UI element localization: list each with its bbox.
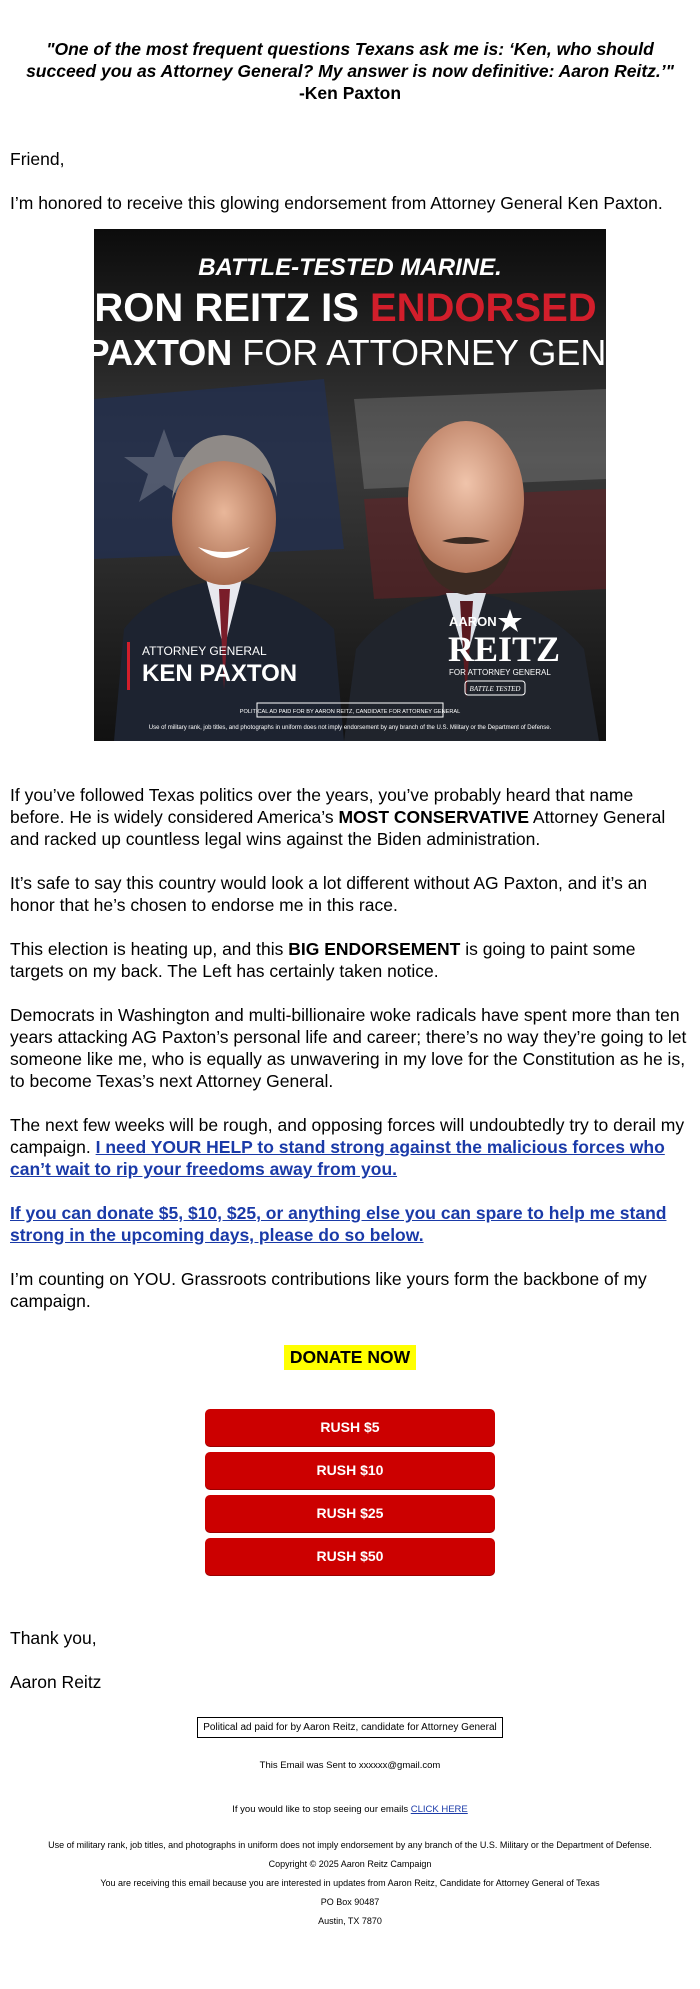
footer-city: Austin, TX 7870	[318, 1916, 382, 1926]
donate-link[interactable]: If you can donate $5, $10, $25, or anything else you can spare to help me stand strong in the upcoming days, please do so below.	[10, 1203, 667, 1245]
footer-disclaimer: Use of military rank, job titles, and photographs in uniform does not imply endorsement by any branch of the U.S. Military or the Department of Defense.	[48, 1840, 652, 1850]
donate-buttons	[0, 1409, 700, 1575]
signature: Aaron Reitz	[10, 1672, 102, 1692]
paragraph-4: Democrats in Washington and multi-billionaire woke radicals have spent more than ten years attacking AG Paxton’s personal life and career; there’s no way they’re going to let someone like me, who is equally as unwavering in my love for the Constitution as he is, to become Texas’s next Attorney General.	[10, 1005, 687, 1091]
quote-attribution: -Ken Paxton	[298, 83, 402, 103]
svg-text:AARON: AARON	[449, 614, 497, 629]
hero-kicker: BATTLE-TESTED MARINE.	[198, 254, 502, 281]
paragraph-6	[0, 1202, 700, 1246]
sign-off: Thank you,	[10, 1628, 97, 1648]
svg-text:FOR ATTORNEY GENERAL: FOR ATTORNEY GENERAL	[449, 668, 551, 677]
footer-reason: You are receiving this email because you are interested in updates from Aaron Reitz, Candidate for Attorney General of Texas	[100, 1878, 600, 1888]
paragraph-3: This election is heating up, and this BIG ENDORSEMENT is going to paint some targets on my back. The Left has certainly taken notice.	[10, 939, 636, 981]
footer-unsubscribe: If you would like to stop seeing our emails CLICK HERE	[232, 1804, 468, 1815]
footer-paid-for: Political ad paid for by Aaron Reitz, candidate for Attorney General	[197, 1717, 503, 1738]
footer-po-box: PO Box 90487	[320, 1897, 380, 1907]
svg-text:BATTLE TESTED: BATTLE TESTED	[469, 685, 521, 693]
intro-paragraph: I’m honored to receive this glowing endorsement from Attorney General Ken Paxton.	[10, 193, 663, 213]
footer-copyright: Copyright © 2025 Aaron Reitz Campaign	[268, 1859, 432, 1869]
donate-heading-wrap	[0, 1345, 700, 1370]
svg-text:REITZ: REITZ	[448, 629, 561, 669]
rush-5-button[interactable]: RUSH $5	[205, 1409, 495, 1446]
quote-text: "One of the most frequent questions Texans ask me is: ‘Ken, who should succeed you as Attorney General? My answer is now definitive: Aaron Reitz.’"	[26, 39, 674, 81]
rush-25-button[interactable]: RUSH $25	[205, 1495, 495, 1532]
footer-legal	[0, 1839, 700, 1927]
hero-subheadline: KEN PAXTON FOR ATTORNEY GENERAL	[0, 332, 700, 373]
donate-now-label[interactable]: DONATE NOW	[284, 1345, 416, 1370]
paragraph-1: If you’ve followed Texas politics over the years, you’ve probably heard that name before. He is widely considered America’s MOST CONSERVATIVE Attorney General and racked up countless legal wins against the Biden administration.	[10, 785, 666, 849]
hero-headline: AARON REITZ IS ENDORSED BY	[36, 286, 664, 330]
endorsement-graphic	[0, 229, 700, 741]
hero-left-name: KEN PAXTON	[142, 660, 298, 687]
greeting: Friend,	[10, 149, 65, 169]
help-link[interactable]: I need YOUR HELP to stand strong against the malicious forces who can’t wait to rip your freedoms away from you.	[10, 1137, 665, 1179]
paragraph-2: It’s safe to say this country would look a lot different without AG Paxton, and it’s an honor that he’s chosen to endorse me in this race.	[10, 873, 648, 915]
hero-paid-for: POLITICAL AD PAID FOR BY AARON REITZ, CANDIDATE FOR ATTORNEY GENERAL	[239, 709, 461, 715]
footer-paid-for-wrap	[0, 1717, 700, 1738]
paragraph-5: The next few weeks will be rough, and opposing forces will undoubtedly try to derail my campaign. I need YOUR HELP to stand strong against the malicious forces who can’t wait to rip your freedoms away from you.	[10, 1115, 685, 1179]
hero-disclaimer: Use of military rank, job titles, and photographs in uniform does not imply endorsement by any branch of the U.S. Military or the Department of Defense.	[148, 725, 552, 731]
unsubscribe-link[interactable]: CLICK HERE	[410, 1804, 468, 1815]
rush-10-button[interactable]: RUSH $10	[205, 1452, 495, 1489]
footer-sent-to: This Email was Sent to xxxxxx@gmail.com	[259, 1760, 441, 1771]
header-quote	[0, 0, 700, 104]
hero-left-title: ATTORNEY GENERAL	[142, 644, 267, 658]
endorsement-image	[0, 229, 700, 741]
rush-50-button[interactable]: RUSH $50	[205, 1538, 495, 1575]
paragraph-7: I’m counting on YOU. Grassroots contributions like yours form the backbone of my campaign.	[10, 1269, 647, 1311]
